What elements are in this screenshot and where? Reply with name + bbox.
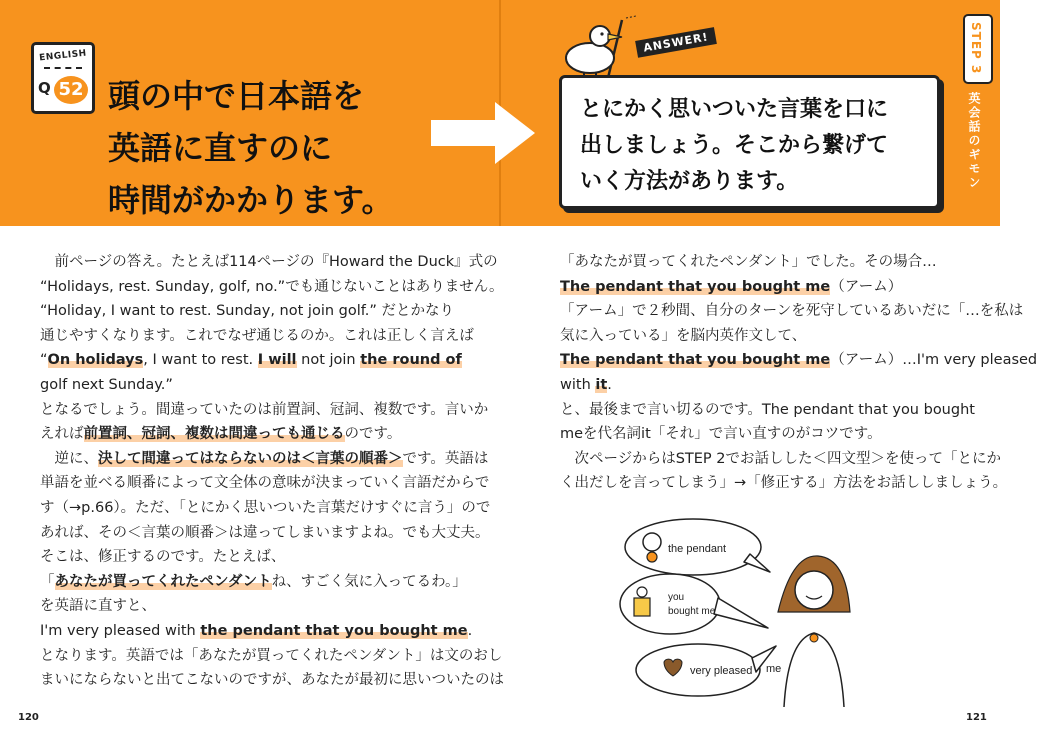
body-text: with: [560, 376, 596, 393]
body-line: [40, 398, 489, 423]
body-text: 次ページからはSTEP 2でお話しした＜四文型＞を使って「とにか: [560, 450, 1002, 467]
highlighted-phrase: The pendant that you bought me: [560, 278, 831, 295]
step-label: STEP 3: [969, 22, 983, 75]
highlighted-phrase: On holidays: [47, 352, 144, 369]
body-line: [560, 471, 1008, 496]
body-text: meを代名詞it「それ」で言い直すのがコツです。: [560, 426, 882, 443]
body-line: [560, 422, 970, 447]
body-text: “Holidays, rest. Sunday, golf, no.”でも通じないことはありません。: [40, 278, 504, 295]
highlighted-phrase: the round of: [360, 352, 462, 369]
body-line: [560, 299, 1024, 324]
chapter-title: 英会話のギモン: [967, 92, 981, 190]
page-number-right: 121: [966, 712, 987, 723]
body-line: [40, 619, 473, 644]
body-text: 逆に、: [40, 450, 98, 467]
answer-box: [559, 75, 940, 209]
body-line: [40, 324, 474, 349]
body-text: 気に入っている」を脳内英作文して、: [560, 327, 807, 344]
bubble-bought-me-text: bought me: [668, 606, 716, 617]
body-line: [560, 275, 970, 300]
body-line: [560, 348, 1037, 373]
page-number-left: 120: [18, 712, 39, 723]
answer-line: 出しましょう。そこから繋げて: [580, 133, 889, 158]
question-line: 英語に直すのに: [108, 129, 333, 167]
bird-mascot-icon: [560, 16, 640, 80]
body-line: [560, 373, 970, 398]
left-body-text: [40, 250, 504, 693]
highlighted-phrase: I will: [257, 352, 297, 369]
body-line: [40, 250, 498, 275]
body-line: [40, 275, 504, 300]
body-line: [560, 324, 970, 349]
body-text: （アーム）: [830, 278, 903, 295]
right-body-text: [560, 250, 1037, 496]
highlighted-phrase: it: [595, 376, 608, 393]
badge-divider: [44, 67, 82, 69]
highlighted-phrase: the pendant that you bought me: [200, 622, 468, 639]
body-text: .: [467, 622, 473, 639]
body-text: .: [607, 376, 612, 393]
body-text: となるでしょう。間違っていたのは前置詞、冠詞、複数です。言いか: [40, 401, 489, 418]
body-text: not join: [296, 352, 361, 369]
body-line: [40, 644, 503, 669]
body-text: , I want to rest.: [143, 352, 258, 369]
question-title: [108, 70, 438, 226]
body-text: “Holiday, I want to rest. Sunday, not join golf.” だとかなり: [40, 303, 455, 320]
body-text: I'm very pleased with: [40, 622, 201, 639]
question-line: 頭の中で日本語を: [108, 77, 365, 115]
answer-text: [580, 92, 888, 200]
body-text: と、最後まで言い切るのです。The pendant that you bought: [560, 401, 975, 418]
speaker-me-text: me: [766, 663, 782, 675]
body-text: “: [40, 352, 48, 369]
body-text: のです。: [344, 426, 402, 443]
body-text: あれば、その＜言葉の順番＞は違ってしまいますよね。でも大丈夫。: [40, 524, 490, 541]
answer-line: とにかく思いついた言葉を口に: [580, 97, 889, 122]
body-text: く出だしを言ってしまう」→「修正する」方法をお話ししましょう。: [560, 475, 1008, 492]
body-text: ね、すごく気に入ってるわ。」: [271, 573, 467, 590]
question-badge: [31, 42, 95, 114]
body-text: そこは、修正するのです。たとえば、: [40, 549, 286, 566]
conversation-illustration: [618, 512, 868, 707]
body-text: 前ページの答え。たとえば114ページの『Howard the Duck』式の: [40, 254, 498, 270]
body-line: [40, 299, 460, 324]
answer-line: いく方法があります。: [580, 169, 799, 194]
body-line: [40, 348, 460, 373]
body-text: です。英語は: [402, 450, 489, 467]
bubble-very-pleased-text: very pleased: [690, 665, 753, 677]
body-line: [40, 422, 460, 447]
body-line: [40, 373, 460, 398]
question-line: 時間がかかります。: [108, 181, 394, 219]
body-text: えれば: [40, 426, 84, 443]
body-line: [560, 250, 970, 275]
step-tab: [963, 14, 993, 84]
answer-tag: ANSWER!: [635, 27, 717, 58]
arrow-right-icon: [431, 102, 535, 164]
bubble-pendant-text: the pendant: [668, 543, 727, 555]
body-text: す（→p.66）。ただ、「とにかく思いついた言葉だけすぐに言う」ので: [40, 499, 491, 516]
body-line: [560, 398, 975, 423]
body-line: [40, 521, 490, 546]
question-number: 52: [54, 76, 88, 104]
highlighted-phrase: The pendant that you bought me: [560, 352, 831, 369]
badge-label: ENGLISH: [38, 48, 88, 64]
body-text: （アーム）…I'm very pleased: [830, 352, 1037, 369]
body-text: 「アーム」で２秒間、自分のターンを死守しているあいだに「…を私は: [560, 303, 1024, 320]
body-line: [40, 570, 467, 595]
bubble-you-text: you: [668, 592, 685, 603]
body-text: 通じやすくなります。これでなぜ通じるのか。これは正しく言えば: [40, 327, 474, 344]
body-line: [40, 471, 490, 496]
body-line: [40, 545, 460, 570]
question-prefix: Q: [38, 79, 51, 97]
body-text: 「: [40, 573, 55, 590]
body-text: 単語を並べる順番によって文全体の意味が決まっていく言語だからで: [40, 475, 490, 492]
highlighted-phrase: 前置詞、冠詞、複数は間違っても通じる: [83, 426, 345, 443]
highlighted-phrase: 決して間違ってはならないのは＜言葉の順番＞: [98, 450, 403, 467]
body-text: golf next Sunday.”: [40, 376, 173, 393]
body-line: [40, 594, 460, 619]
body-text: まいにならないと出てこないのですが、あなたが最初に思いついたのは: [40, 672, 504, 689]
body-line: [40, 496, 491, 521]
body-line: [40, 668, 504, 693]
body-line: [40, 447, 489, 472]
body-text: 「あなたが買ってくれたペンダント」でした。その場合…: [560, 254, 937, 270]
body-text: となります。英語では「あなたが買ってくれたペンダント」は文のおし: [40, 647, 503, 664]
body-line: [560, 447, 1002, 472]
highlighted-phrase: あなたが買ってくれたペンダント: [54, 573, 272, 590]
body-text: を英語に直すと、: [40, 598, 156, 615]
